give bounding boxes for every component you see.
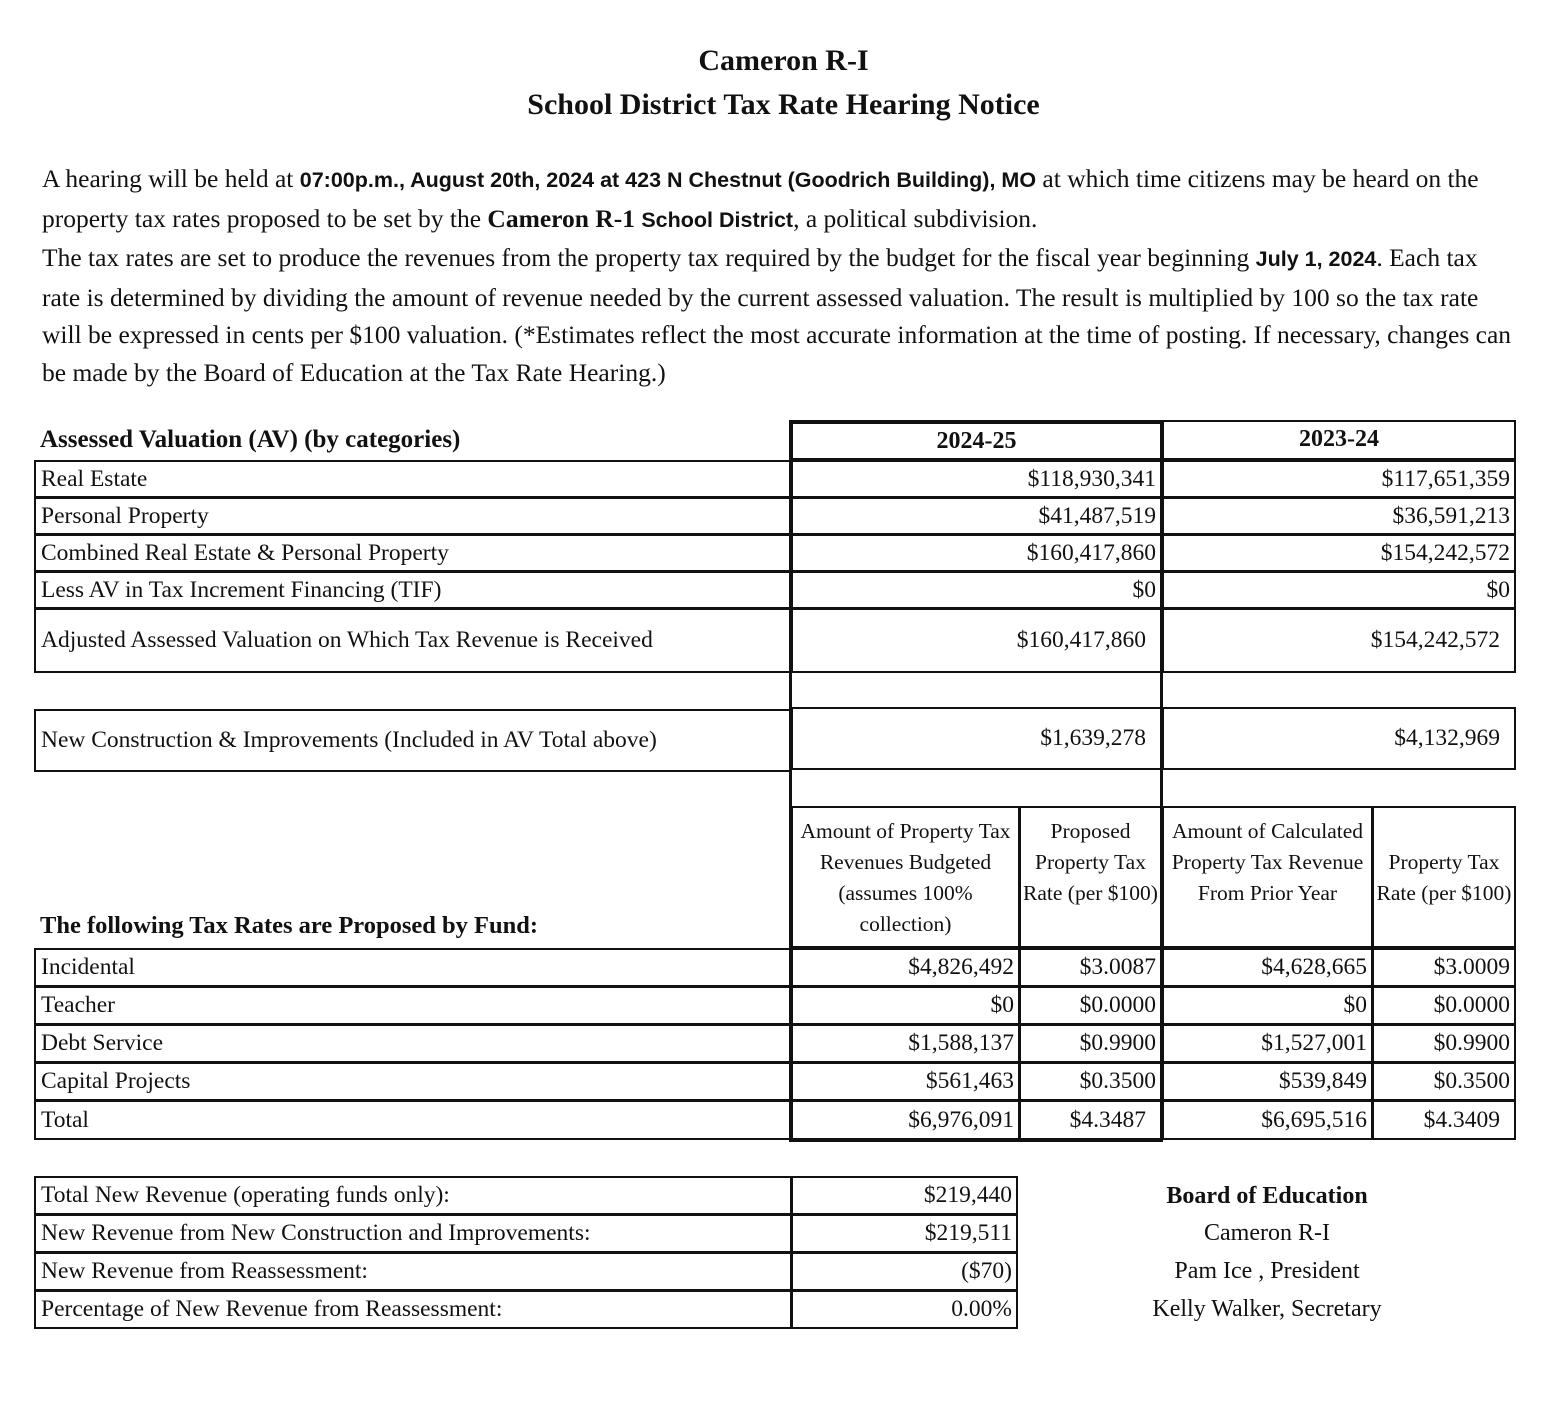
- intro-text: . Each tax rate is determined by dividing the amount of revenue needed by the current assessed valuation. The result is multiplied by 100 so the tax rate will be expressed in cents per $100 valuation. (*Estimates reflect the most accurate information at the time of posting. If necessary, changes can be made by the Board of Education at the Tax Rate Hearing.): [42, 243, 1512, 387]
- board-secretary: Kelly Walker, Secretary: [1152, 1296, 1382, 1322]
- av-row-prior: $0: [1162, 571, 1516, 609]
- av-section-heading: Assessed Valuation (AV) (by categories): [40, 426, 461, 453]
- fund-total-prior-revenue: $6,695,516: [1162, 1100, 1373, 1140]
- new-construction-prior: $4,132,969: [1162, 707, 1516, 770]
- intro-text: A hearing will be held at: [42, 164, 300, 193]
- revenue-row-value: $219,511: [791, 1214, 1018, 1253]
- av-row-current: $118,930,341: [791, 460, 1162, 498]
- av-row-label: Less AV in Tax Increment Financing (TIF): [34, 571, 792, 609]
- col-header-prior-rate: Property Tax Rate (per $100): [1372, 806, 1516, 948]
- revenue-row-value: $219,440: [791, 1176, 1018, 1215]
- revenue-row-label: New Revenue from Reassessment:: [34, 1252, 792, 1291]
- av-row-current: $160,417,860: [791, 534, 1162, 572]
- fund-row-budgeted: $1,588,137: [791, 1024, 1020, 1063]
- fund-row-proposed-rate: $0.9900: [1019, 1024, 1162, 1063]
- fund-row-budgeted: $561,463: [791, 1062, 1020, 1101]
- fund-row-prior-rate: $0.0000: [1372, 986, 1516, 1025]
- av-adjusted-prior: $154,242,572: [1162, 608, 1516, 673]
- fund-row-prior-revenue: $1,527,001: [1162, 1024, 1373, 1063]
- av-adjusted-label: Adjusted Assessed Valuation on Which Tax Revenue is Received: [34, 608, 792, 673]
- av-row-prior: $36,591,213: [1162, 497, 1516, 535]
- intro-paragraph: [42, 160, 1522, 391]
- district-word: School District: [641, 207, 794, 232]
- fund-total-budgeted: $6,976,091: [791, 1100, 1020, 1140]
- intro-text: , a political subdivision.: [793, 203, 1038, 233]
- district-name: Cameron R-1: [487, 203, 635, 233]
- revenue-row-label: Total New Revenue (operating funds only):: [34, 1176, 792, 1215]
- intro-text: The tax rates are set to produce the revenues from the property tax required by the budget for the fiscal year beginning: [42, 243, 1256, 272]
- fund-row-prior-revenue: $539,849: [1162, 1062, 1373, 1101]
- fund-row-proposed-rate: $0.3500: [1019, 1062, 1162, 1101]
- col-header-prior-revenue: Amount of Calculated Property Tax Revenue From Prior Year: [1162, 806, 1373, 948]
- year-prior-header: 2023-24: [1162, 420, 1516, 460]
- revenue-row-label: New Revenue from New Construction and Improvements:: [34, 1214, 792, 1253]
- fund-row-prior-rate: $0.3500: [1372, 1062, 1516, 1101]
- col-header-budgeted: Amount of Property Tax Revenues Budgeted (assumes 100% collection): [791, 806, 1020, 948]
- board-district: Cameron R-I: [1204, 1220, 1330, 1246]
- fund-row-label: Debt Service: [34, 1024, 792, 1063]
- fund-row-proposed-rate: $0.0000: [1019, 986, 1162, 1025]
- av-row-current: $0: [791, 571, 1162, 609]
- intro-text: at which time citizens may be heard on the property tax rates proposed to be set by the: [42, 164, 1479, 233]
- av-row-prior: $117,651,359: [1162, 460, 1516, 498]
- fund-total-proposed-rate: $4.3487: [1019, 1100, 1162, 1140]
- fund-row-label: Teacher: [34, 986, 792, 1025]
- av-row-prior: $154,242,572: [1162, 534, 1516, 572]
- fund-row-prior-rate: $3.0009: [1372, 948, 1516, 987]
- board-heading: Board of Education: [1166, 1183, 1368, 1209]
- revenue-row-value: ($70): [791, 1252, 1018, 1291]
- intro-sentence-2: [42, 239, 1522, 391]
- revenue-row-value: 0.00%: [791, 1290, 1018, 1329]
- notice-subtitle: School District Tax Rate Hearing Notice: [527, 88, 1040, 121]
- fund-row-prior-revenue: $0: [1162, 986, 1373, 1025]
- fund-section-heading: The following Tax Rates are Proposed by Fund:: [40, 912, 539, 939]
- new-construction-current: $1,639,278: [791, 707, 1162, 770]
- hearing-time-location: 07:00p.m., August 20th, 2024 at 423 N Chestnut (Goodrich Building), MO: [299, 168, 1037, 192]
- av-adjusted-current: $160,417,860: [791, 608, 1162, 673]
- fund-row-label: Capital Projects: [34, 1062, 792, 1101]
- revenue-row-label: Percentage of New Revenue from Reassessment:: [34, 1290, 792, 1329]
- new-construction-label: New Construction & Improvements (Included in AV Total above): [34, 709, 792, 772]
- fund-row-prior-revenue: $4,628,665: [1162, 948, 1373, 987]
- intro-sentence-1: [42, 160, 1522, 239]
- av-row-label: Personal Property: [34, 497, 792, 535]
- fund-total-label: Total: [34, 1100, 792, 1140]
- fund-total-prior-rate: $4.3409: [1372, 1100, 1516, 1140]
- year-current-header: 2024-25: [791, 422, 1162, 460]
- fund-row-prior-rate: $0.9900: [1372, 1024, 1516, 1063]
- av-row-current: $41,487,519: [791, 497, 1162, 535]
- fund-row-proposed-rate: $3.0087: [1019, 948, 1162, 987]
- fund-row-budgeted: $0: [791, 986, 1020, 1025]
- fund-row-label: Incidental: [34, 948, 792, 987]
- fiscal-year-start: July 1, 2024: [1255, 247, 1377, 271]
- notice-title: Cameron R-I: [698, 44, 869, 77]
- av-row-label: Combined Real Estate & Personal Property: [34, 534, 792, 572]
- fund-row-budgeted: $4,826,492: [791, 948, 1020, 987]
- board-president: Pam Ice , President: [1174, 1258, 1360, 1284]
- av-row-label: Real Estate: [34, 460, 792, 498]
- col-header-proposed-rate: Proposed Property Tax Rate (per $100): [1019, 806, 1162, 948]
